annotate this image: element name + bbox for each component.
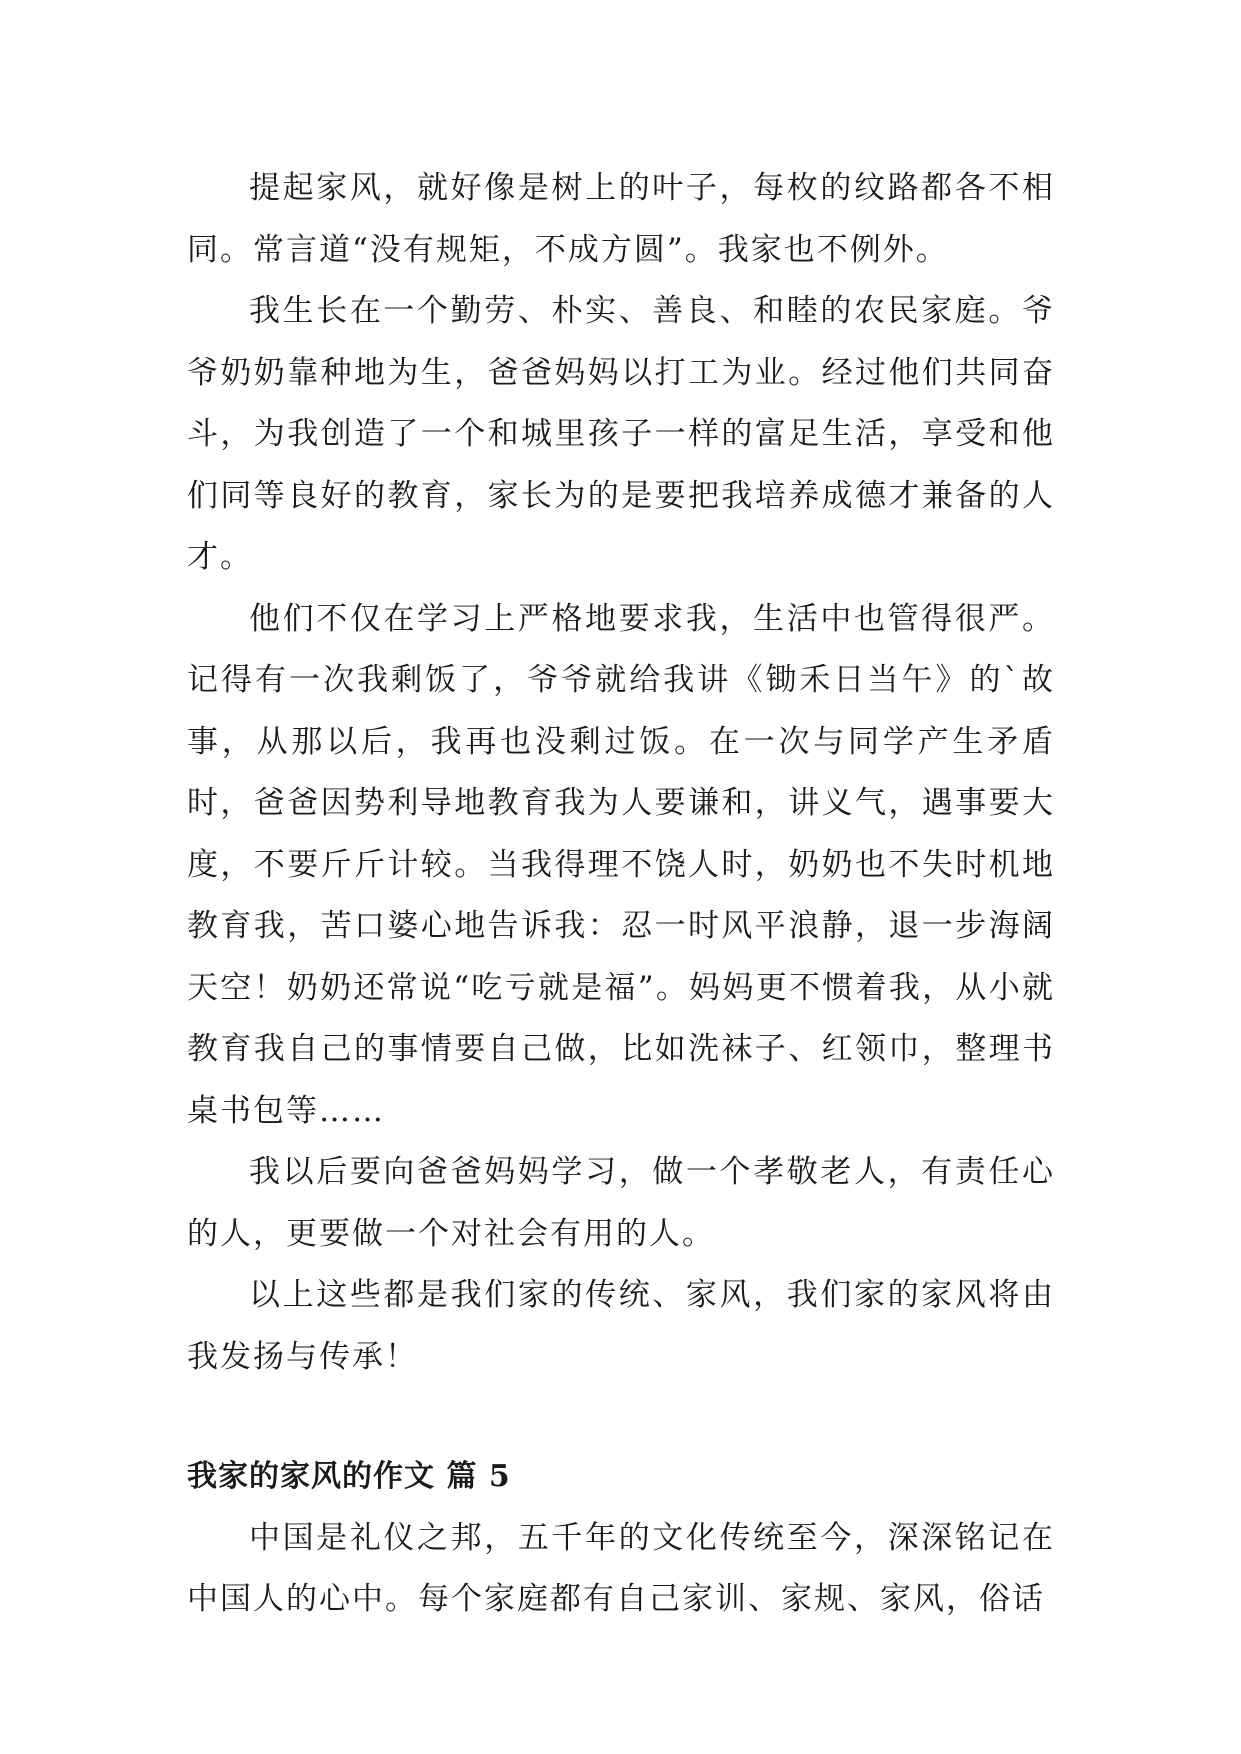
document-page bbox=[187, 158, 1055, 1631]
paragraph-2: 我生长在一个勤劳、朴实、善良、和睦的农民家庭。爷爷奶奶靠种地为生，爸爸妈妈以打工为业。经过他们共同奋斗，为我创造了一个和城里孩子一样的富足生活，享受和他们同等良好的教育，家长为的是要把我培养成德才兼备的人才。 bbox=[187, 293, 1055, 575]
section-paragraph-1: 中国是礼仪之邦，五千年的文化传统至今，深深铭记在中国人的心中。每个家庭都有自己家训、家规、家风，俗话 bbox=[187, 1519, 1055, 1617]
paragraph-1: 提起家风，就好像是树上的叶子，每枚的纹路都各不相同。常言道“没有规矩，不成方圆”。我家也不例外。 bbox=[187, 170, 1055, 268]
section-heading: 我家的家风的作文 篇 5 bbox=[187, 1459, 511, 1494]
paragraph-3: 他们不仅在学习上严格地要求我，生活中也管得很严。记得有一次我剩饭了，爷爷就给我讲《锄禾日当午》的`故事，从那以后，我再也没剩过饭。在一次与同学产生矛盾时，爸爸因势利导地教育我为人要谦和，讲义气，遇事要大度，不要斤斤计较。当我得理不饶人时，奶奶也不失时机地教育我，苦口婆心地告诉我：忍一时风平浪静，退一步海阔天空！奶奶还常说“吃亏就是福”。妈妈更不惯着我，从小就教育我自己的事情要自己做，比如洗袜子、红领巾，整理书桌书包等…… bbox=[187, 600, 1055, 1129]
paragraph-5: 以上这些都是我们家的传统、家风，我们家的家风将由我发扬与传承！ bbox=[187, 1277, 1055, 1375]
paragraph-4: 我以后要向爸爸妈妈学习，做一个孝敬老人，有责任心的人，更要做一个对社会有用的人。 bbox=[187, 1154, 1055, 1252]
